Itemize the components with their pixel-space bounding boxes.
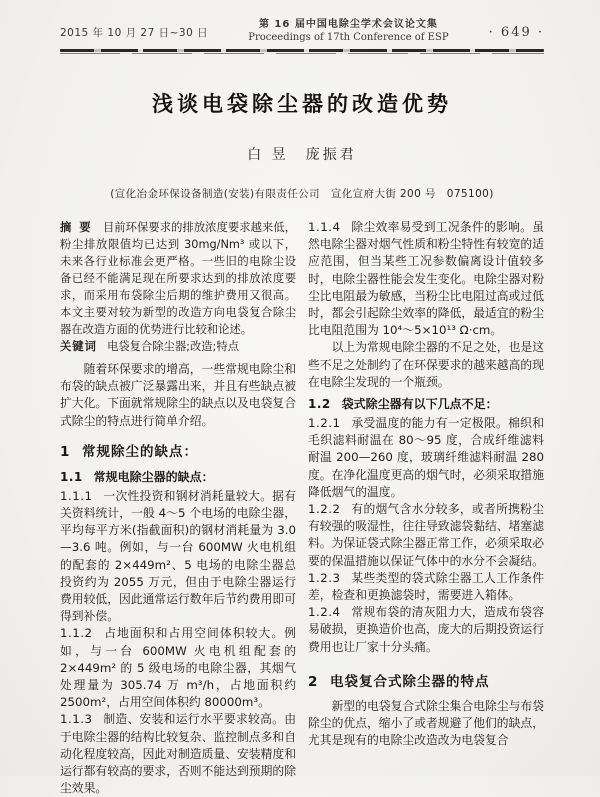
conference-date: 2015 年 10 月 27 日~30 日 [60, 27, 209, 39]
keywords-text: 电袋复合除尘器;改造;特点 [107, 340, 239, 353]
paragraph-1-2-2-number: 1.2.2 [308, 502, 341, 517]
proceedings-title-chinese: 第 16 届中国电除尘学术会议论文集 [258, 19, 438, 30]
header-rule-thick [60, 49, 544, 52]
keywords-paragraph [60, 338, 296, 355]
section-2-number: 2 [308, 673, 318, 690]
right-column [308, 219, 544, 797]
proceedings-title [248, 18, 448, 44]
paragraph-1-1-4-number: 1.1.4 [308, 220, 341, 234]
paragraph-1-1-2-text: 占地面积和占用空间体积较大。例如，与一台 600MW 火电机组配套的 2×449m² 的 5 级电场的电除尘器，其烟气处理量为 305.74 万 m³/h，占地面积约 2500m²，占用空间体积约 80000m³。 [60, 626, 296, 710]
paragraph-1-2-3-number: 1.2.3 [308, 570, 341, 585]
paragraph-1-1-3-number: 1.1.3 [60, 712, 93, 727]
abstract-paragraph [60, 219, 296, 338]
paragraph-1-2-1-text: 承受温度的能力有一定极限。棉织和毛织滤料耐温在 80～95 度，合成纤维滤料耐温 200—260 度，玻璃纤维滤料耐温 280 度。在净化温度更高的烟气时，必须采取措施降低烟气的温度。 [308, 416, 544, 499]
paragraph-1-1-1-text: 一次性投资和钢材消耗量较大。据有关资料统计，一般 4～5 个电场的电除尘器，平均每平方米(指截面积)的钢材消耗量为 3.0—3.6 吨。例如，与一台 600MW 火电机组的配套的 2×449m²、5 电场的电除尘器总投资约为 2055 万元，但由于电除尘器运行费用较低，因此通常运行数年后节约费用即可得到补偿。 [60, 488, 296, 624]
proceedings-title-english: Proceedings of 17th Conference of ESP [248, 32, 449, 43]
summary-paragraph: 以上为常规电除尘器的不足之处，也是这些不足之处制约了在环保要求的越来越高的现在电除尘发现的一个瓶颈。 [308, 340, 544, 389]
paragraph-1-1-1 [60, 488, 296, 626]
section-1-1-heading [60, 468, 296, 485]
authors: 白 昱 庞振君 [247, 147, 357, 163]
keywords-label: 关键词 [60, 340, 97, 353]
paragraph-1-2-3 [308, 570, 544, 604]
paragraph-1-1-4-text: 除尘效率易受到工况条件的影响。虽然电除尘器对烟气性质和粉尘特性有较宽的适应范围，但当某些工况参数偏离设计值较多时，电除尘器性能会发生变化。电除尘器对粉尘比电阻最为敏感，当粉尘比电阻过高或过低时，都会引起除尘效率的降低，最适宜的粉尘比电阻范围为 10⁴～5×10¹³ Ω·cm。 [308, 220, 544, 338]
running-head [60, 18, 544, 44]
section-1-title: 常规除尘的缺点： [82, 443, 199, 460]
paragraph-1-2-1 [308, 415, 544, 501]
section-2-title: 电袋复合式除尘器的特点 [330, 673, 490, 690]
two-column-body [60, 219, 544, 797]
intro-paragraph: 随着环保要求的增高，一些常规电除尘和布袋的缺点被广泛暴露出来，并且有些缺点被扩大化。下面就常规除尘的缺点以及电袋复合式除尘的特点进行简单介绍。 [60, 362, 296, 428]
paragraph-1-1-4 [308, 219, 544, 339]
section-1-1-number: 1.1 [60, 469, 83, 484]
section-1-number: 1 [60, 443, 70, 460]
paragraph-1-2-2 [308, 501, 544, 570]
left-column [60, 219, 296, 797]
paragraph-1-1-1-number: 1.1.1 [60, 488, 93, 503]
paragraph-1-1-2 [60, 625, 296, 711]
abstract-text: 目前环保要求的排放浓度要求越来低，粉尘排放限值均已达到 30mg/Nm³ 或以下，未来各行业标准会更严格。一些旧的电除尘设备已经不能满足现在所要求达到的排放浓度要求，而采用布袋除尘后期的维护费用又很高。本文主要对较为新型的改造方向电袋复合除尘器在改造方面的优势进行比较和论述。 [60, 221, 296, 336]
affiliation: (宣化冶金环保设备制造(安装)有限责任公司 宣化宣府大街 200 号 075100) [110, 188, 494, 200]
paragraph-1-1-3-text: 制造、安装和运行水平要求较高。由于电除尘器的结构比较复杂、监控制点多和自动化程度较高，因此对制造质量、安装精度和运行都有较高的要求，否则不能达到预期的除尘效果。 [60, 712, 296, 796]
paragraph-1-2-4-number: 1.2.4 [308, 605, 341, 620]
paragraph-1-2-4-text: 常规布袋的清灰阻力大，造成布袋容易破损，更换造价也高，庞大的后期投资运行费用也让厂家十分头痛。 [308, 605, 544, 654]
section-1-2-number: 1.2 [308, 397, 331, 412]
paper-title: 浅谈电袋除尘器的改造优势 [152, 92, 452, 116]
paragraph-1-1-3 [60, 711, 296, 797]
page-number: · 649 · [488, 25, 544, 40]
paragraph-1-2-1-number: 1.2.1 [308, 416, 341, 431]
paragraph-1-2-2-text: 有的烟气含水分较多，或者所携粉尘有较强的吸湿性，往往导致滤袋黏结、堵塞滤料。为保证袋式除尘器正常工作，必须采取必要的保温措施以保证气体中的水分不会凝结。 [308, 502, 544, 568]
section-2-heading [308, 670, 544, 690]
header-rule-thin [60, 53, 544, 54]
paragraph-1-2-3-text: 某些类型的袋式除尘器工人工作条件差，检查和更换滤袋时，需要进入箱体。 [308, 570, 544, 603]
paragraph-1-2-4 [308, 604, 544, 656]
abstract-label: 摘 要 [60, 221, 93, 234]
section-1-2-heading [308, 395, 544, 412]
section-1-2-title: 袋式除尘器有以下几点不足： [341, 397, 498, 412]
paragraph-1-1-2-number: 1.1.2 [60, 626, 93, 641]
header-rule [60, 49, 544, 54]
section-1-heading [60, 440, 296, 460]
section-1-1-title: 常规电除尘器的缺点： [93, 469, 214, 484]
section-2-intro-paragraph: 新型的电袋复合式除尘集合电除尘与布袋除尘的优点，缩小了或者规避了他们的缺点，尤其是现有的电除尘改造改为电袋复合 [308, 698, 544, 748]
